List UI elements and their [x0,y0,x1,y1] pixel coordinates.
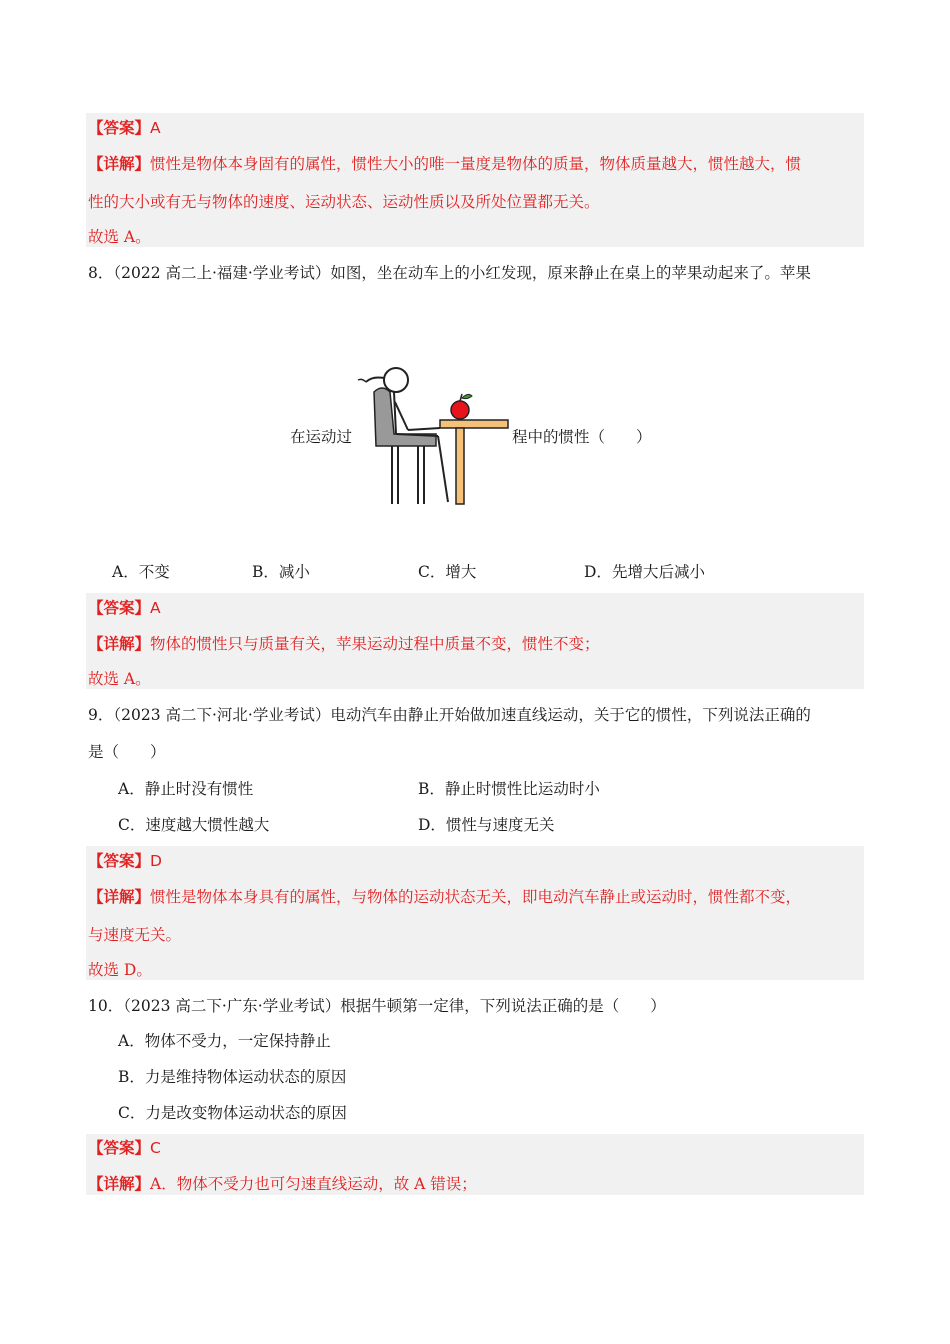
question-stem: 根据牛顿第一定律，下列说法正确的是（ ） [340,997,666,1015]
q9-stem-line-1 [88,705,811,725]
table-top [440,420,508,428]
question-source: （2022 高二上·福建·学业考试） [113,264,331,282]
q9-answer-block [86,846,864,980]
q9-option-b[interactable] [418,779,600,799]
option-text: 静止时没有惯性 [144,780,254,798]
option-letter: C． [118,816,146,834]
option-letter: A． [118,1032,145,1050]
q8-conclusion: 故选 A。 [88,670,151,688]
option-text: 力是维持物体运动状态的原因 [144,1068,347,1086]
q8-stem-line-1 [88,263,811,283]
option-text: 增大 [445,563,477,581]
q9-detail-line-2: 与速度无关。 [88,926,182,944]
q8-option-d[interactable] [584,562,705,582]
question-source: （2023 高二下·广东·学业考试） [123,997,341,1015]
answer-tag: 【答案】 [88,118,151,137]
q7-conclusion: 故选 A。 [88,228,151,246]
q8-detail-line-1 [88,634,600,654]
question-number: 9． [88,706,114,724]
answer-tag: 【答案】 [88,598,151,617]
q10-option-b[interactable] [118,1067,346,1087]
option-letter: D． [584,563,612,581]
q7-detail-line-1 [88,154,801,174]
answer-value: D [150,852,162,870]
q8-option-c[interactable] [418,562,476,582]
q7-answer-line [88,118,161,138]
q9-answer-line [88,851,162,871]
apple [451,401,469,419]
q9-stem-line-2: 是（ ） [88,743,166,761]
option-text: 力是改变物体运动状态的原因 [145,1104,347,1122]
q7-answer-block [86,113,864,247]
q8-answer-line [88,598,161,618]
detail-text: 物体的惯性只与质量有关，苹果运动过程中质量不变，惯性不变； [150,635,600,653]
option-text: 不变 [138,563,170,581]
q10-option-c[interactable] [118,1103,347,1123]
option-letter: A． [118,780,145,798]
option-letter: B． [118,1068,145,1086]
detail-tag: 【详解】 [88,634,151,653]
girl-head [384,368,408,392]
q9-detail-line-1 [88,887,801,907]
answer-value: C [150,1139,161,1157]
answer-value: A [150,119,161,137]
option-text: 先增大后减小 [611,563,705,581]
table-leg [456,428,464,504]
q9-conclusion: 故选 D。 [88,961,152,979]
option-text: 速度越大惯性越大 [145,816,270,834]
detail-tag: 【详解】 [88,1174,151,1193]
question-stem: 如图，坐在动车上的小红发现，原来静止在桌上的苹果动起来了。苹果 [330,264,811,282]
chair [374,388,436,446]
answer-value: A [150,599,161,617]
option-letter: B． [418,780,445,798]
q9-option-d[interactable] [418,815,554,835]
q8-stem-left: 在运动过 [290,428,353,446]
option-text: 减小 [278,563,310,581]
option-text: 静止时惯性比运动时小 [444,780,600,798]
q8-option-a[interactable] [112,562,170,582]
option-letter: A． [112,563,139,581]
q10-stem-line-1 [88,996,666,1016]
q7-detail-line-2: 性的大小或有无与物体的速度、运动状态、运动性质以及所处位置都无关。 [88,193,600,211]
option-text: 惯性与速度无关 [445,816,555,834]
detail-tag: 【详解】 [88,154,151,173]
question-number: 10． [88,997,124,1015]
detail-text: 惯性是物体本身固有的属性，惯性大小的唯一量度是物体的质量，物体质量越大，惯性越大，惯 [150,155,802,173]
q8-stem-right: 程中的惯性（ ） [512,428,652,446]
q8-option-b[interactable] [252,562,310,582]
option-letter: D． [418,816,446,834]
option-letter: C． [118,1104,146,1122]
question-number: 8． [88,264,114,282]
answer-tag: 【答案】 [88,1138,151,1157]
option-letter: B． [252,563,279,581]
option-text: 物体不受力，一定保持静止 [144,1032,331,1050]
q9-option-c[interactable] [118,815,269,835]
q10-detail-line-1 [88,1174,477,1194]
answer-tag: 【答案】 [88,851,151,870]
q10-option-a[interactable] [118,1031,331,1051]
question-stem: 电动汽车由静止开始做加速直线运动，关于它的惯性，下列说法正确的 [330,706,811,724]
q9-option-a[interactable] [118,779,253,799]
girl-at-table-figure [352,358,512,518]
detail-text: A．物体不受力也可匀速直线运动，故 A 错误； [150,1175,477,1193]
q10-answer-line [88,1138,161,1158]
option-letter: C． [418,563,446,581]
detail-tag: 【详解】 [88,887,151,906]
question-source: （2023 高二下·河北·学业考试） [113,706,331,724]
detail-text: 惯性是物体本身具有的属性，与物体的运动状态无关，即电动汽车静止或运动时，惯性都不变， [150,888,802,906]
